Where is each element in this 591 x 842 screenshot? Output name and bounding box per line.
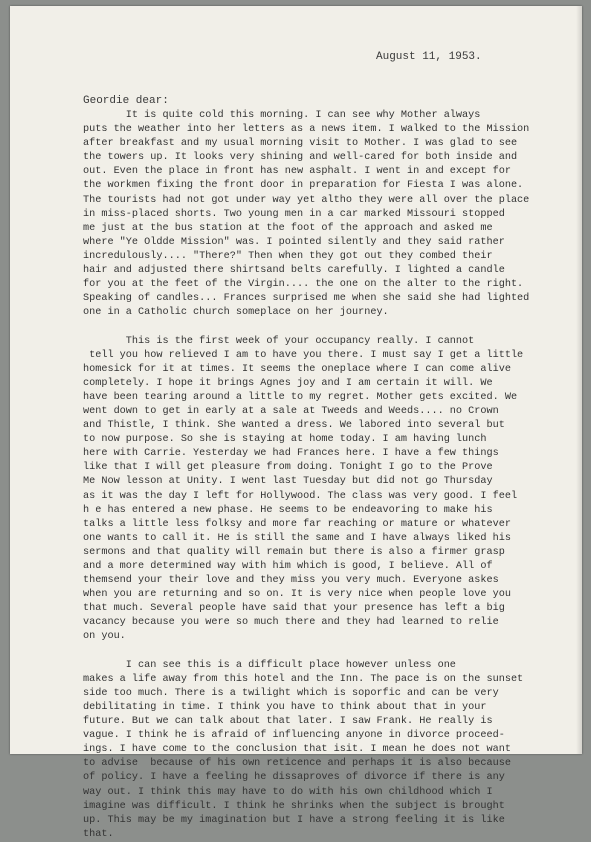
paragraph-3 [83,659,583,842]
text-line: for you at the feet of the Virgin.... the one on the alter to the right. [83,279,524,291]
text-line: when you are returning and so on. It is very nice when people love you [83,589,511,601]
text-line: one wants to call it. He is still the same and I have always liked his [83,532,511,544]
text-line: me just at the bus station at the foot of the approach and asked me [83,222,493,234]
text-line: and a more determined way with him which is good, I believe. All of [83,561,493,572]
letter-body [83,109,583,842]
text-line: sermons and that quality will remain but there is also a firmer grasp [83,546,505,558]
text-line: up. This may be my imagination but I have a strong feeling it is like [83,814,505,826]
text-line: to now purpose. So she is staying at home today. I am having lunch [83,434,487,446]
letter-date: August 11, 1953. [376,51,482,63]
text-line: incredulously.... "There?" Then when they got out they combed their [83,250,493,262]
text-line: side too much. There is a twilight which is soporfic and can be very [83,687,499,699]
text-line: imagine was difficult. I think he shrinks when the subject is brought [83,800,505,812]
text-line: here with Carrie. Yesterday we had Frances here. I have a few things [83,448,499,460]
text-line: completely. I hope it brings Agnes joy and I am certain it will. We [83,377,493,389]
text-line: future. But we can talk about that later. I saw Frank. He really is [83,716,493,728]
text-line: one in a Catholic church someplace on her journey. [83,307,389,319]
salutation: Geordie dear: [83,95,169,107]
text-line: after breakfast and my usual morning visit to Mother. I was glad to see [83,138,518,150]
paragraph-1 [83,109,583,320]
text-line: the workmen fixing the front door in preparation for Fiesta I was alone. [83,180,524,192]
letter-page [10,6,582,840]
text-line: where "Ye Oldde Mission" was. I pointed silently and they said rather [83,236,505,248]
text-line: debilitating in time. I think you have to think about that in your [83,701,487,713]
text-line: hair and adjusted there shirtsand belts carefully. I lighted a candle [83,265,505,277]
text-line: makes a life away from this hotel and the Inn. The pace is on the sunset [83,673,524,685]
text-line: The tourists had not got under way yet altho they were all over the place [83,194,530,206]
text-line: the towers up. It looks very shining and well-cared for both inside and [83,152,518,164]
text-line: h e has entered a new phase. He seems to be endeavoring to make his [83,504,493,516]
text-line: on you. [83,631,126,643]
text-line: Me Now lesson at Unity. I went last Tuesday but did not go Thursday [83,476,493,488]
text-line: like that I will get pleasure from doing. Tonight I go to the Prove [83,462,493,474]
text-line: out. Even the place in front has new asphalt. I went in and except for [83,166,511,178]
text-line: and Thistle, I think. She wanted a dress. We labored into several but [83,420,505,432]
text-line: vague. I think he is afraid of influencing anyone in divorce proceed- [83,730,505,742]
text-line: This is the first week of your occupancy really. I cannot [83,335,475,347]
paragraph-gap [83,320,583,334]
text-line: as it was the day I left for Hollywood. The class was very good. I feel [83,490,518,502]
text-line: tell you how relieved I am to have you there. I must say I get a little [83,349,524,361]
paragraph-2 [83,335,583,645]
text-line: talks a little less folksy and more far reaching or mature or whatever [83,518,511,530]
text-line: It is quite cold this morning. I can see why Mother always [83,110,481,121]
text-line: ings. I have come to the conclusion that isit. I mean he does not want [83,744,511,756]
text-line: vacancy because you were so much there and they had learned to relie [83,617,499,629]
text-line: went down to get in early at a sale at Tweeds and Weeds.... no Crown [83,405,499,417]
text-line: of policy. I have a feeling he dissaproves of divorce if there is any [83,772,505,784]
text-line: in miss-placed shorts. Two young men in a car marked Missouri stopped [83,208,505,220]
text-line: way out. I think this may have to do with his own childhood which I [83,786,493,798]
text-line: have been tearing around a little to my regret. Mother gets excited. We [83,391,518,403]
text-line: puts the weather into her letters as a news item. I walked to the Mission [83,124,530,136]
text-line: themsend your their love and they miss you very much. Everyone askes [83,575,499,587]
text-line: that much. Several people have said that your presence has left a big [83,603,505,615]
paragraph-gap [83,645,583,659]
text-line: I can see this is a difficult place however unless one [83,659,456,671]
text-line: homesick for it at times. It seems the oneplace where I can come alive [83,363,511,375]
text-line: Speaking of candles... Frances surprised me when she said she had lighted [83,293,530,305]
text-line: to advise because of his own reticence and perhaps it is also because [83,758,511,770]
text-line: that. [83,828,114,840]
